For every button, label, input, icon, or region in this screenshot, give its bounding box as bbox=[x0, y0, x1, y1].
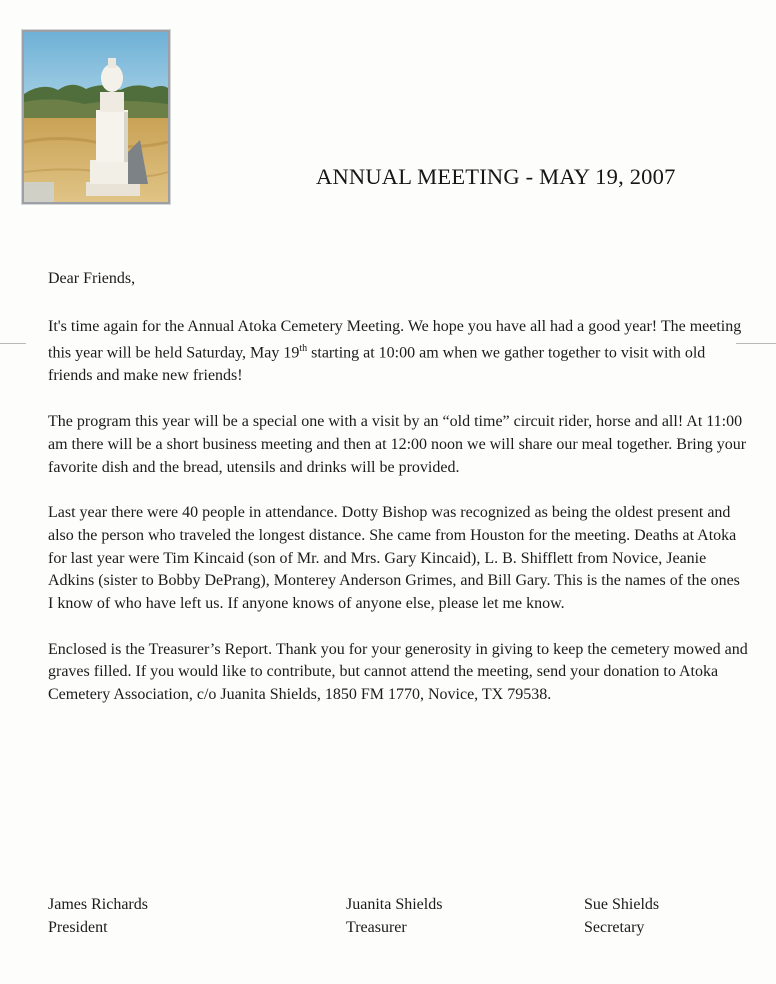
signature-name: James Richards bbox=[48, 896, 148, 913]
signature-treasurer bbox=[346, 893, 442, 939]
paragraph-text: starting at 10:00 am when we gather together to visit with old friends and make new friends! bbox=[48, 344, 706, 385]
letter-body bbox=[48, 268, 748, 730]
paragraph-attendance: Last year there were 40 people in attendance. Dotty Bishop was recognized as being the oldest present and also the person who traveled the longest distance. She came from Houston for the meeting. Deaths at Atoka for last year were Tim Kincaid (son of Mr. and Mrs. Gary Kincaid), L. B. Shifflett from Novice, Jeanie Adkins (sister to Bobby DePrang), Monterey Anderson Grimes, and Bill Gary. This is the names of the ones I know of who have left us. If anyone knows of anyone else, please let me know. bbox=[48, 504, 740, 613]
signature-secretary bbox=[584, 893, 659, 939]
signature-name: Sue Shields bbox=[584, 896, 660, 913]
ordinal-suffix: th bbox=[299, 343, 308, 355]
signature-role: President bbox=[48, 919, 108, 936]
paragraph-meeting-announcement bbox=[48, 316, 748, 388]
cemetery-monument-photo bbox=[22, 30, 170, 204]
signature-president bbox=[48, 893, 148, 939]
paragraph-program: The program this year will be a special one with a visit by an “old time” circuit rider, horse and all! At 11:00 am there will be a short business meeting and then at 12:00 noon we will share our meal together. Bring your favorite dish and the bread, utensils and drinks will be provided. bbox=[48, 413, 747, 476]
paragraph-text: It's time again for the Annual Atoka Cemetery Meeting. We hope you have all had a good year! The meeting this year will be held Saturday, May 19 bbox=[48, 317, 742, 362]
signature-role: Secretary bbox=[584, 919, 645, 936]
page-title: ANNUAL MEETING - MAY 19, 2007 bbox=[316, 164, 676, 189]
greeting: Dear Friends, bbox=[48, 270, 136, 287]
paragraph-treasurer-report: Enclosed is the Treasurer’s Report. Thank you for your generosity in giving to keep the cemetery mowed and graves filled. If you would like to contribute, but cannot attend the meeting, send your donation to Atoka Cemetery Association, c/o Juanita Shields, 1850 FM 1770, Novice, TX 79538. bbox=[48, 640, 748, 704]
signature-name: Juanita Shields bbox=[346, 896, 443, 913]
signature-role: Treasurer bbox=[346, 919, 407, 936]
scan-artifact-left bbox=[0, 343, 26, 344]
